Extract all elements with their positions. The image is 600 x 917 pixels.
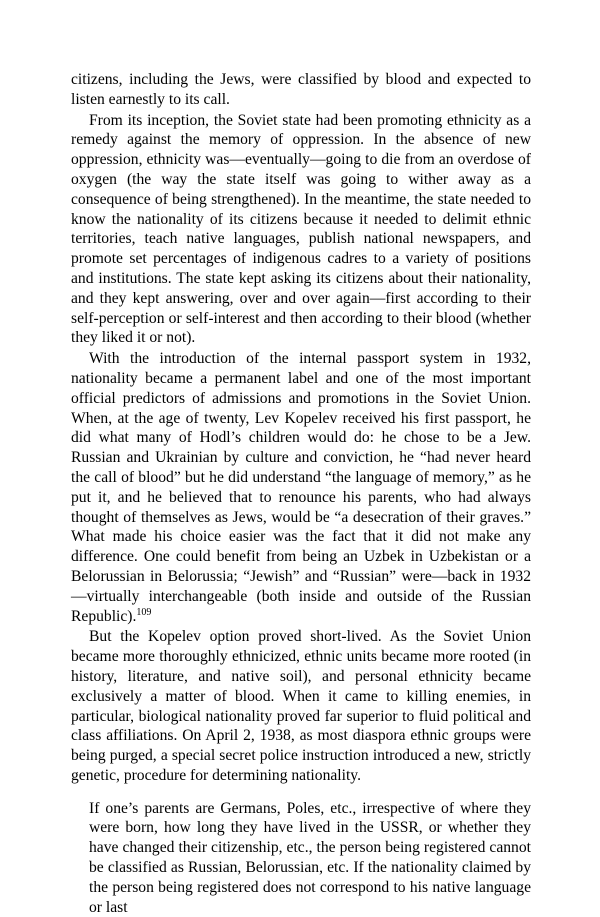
block-quote: If one’s parents are Germans, Poles, etc., irrespective of where they were born, how long they have lived in the USSR, or whether they have changed their citizenship, etc., the person being registered cannot be classified as Russian, Belorussian, etc. If the nationality claimed by the person being registered does not correspond to his native language or last (89, 799, 531, 916)
paragraph-passport-system (71, 349, 531, 626)
paragraph-kopelev-option: But the Kopelev option proved short-lived. As the Soviet Union became more thoroughly ethnicized, ethnic units became more rooted (in history, literature, and native soil), and personal ethnicity became exclusively a matter of blood. When it came to killing enemies, in particular, biological nationality proved far superior to fluid political and class affiliations. On April 2, 1938, as most diaspora ethnic groups were being purged, a special secret police instruction introduced a new, strictly genetic, procedure for determining nationality. (71, 628, 531, 784)
footnote-marker: 109 (136, 606, 152, 618)
paragraph-soviet-ethnicity: From its inception, the Soviet state had been promoting ethnicity as a remedy against the memory of oppression. In the absence of new oppression, ethnicity was—eventually—going to die from an overdose of oxygen (the way the state itself was going to wither away as a consequence of being strengthened). In the meantime, the state needed to know the nationality of its citizens because it needed to delimit ethnic territories, teach native languages, publish national newspapers, and promote set percentages of indigenous cadres to a variety of positions and institutions. The state kept asking its citizens about their nationality, and they kept answering, over and over again—first according to their self-perception or self-interest and then according to their blood (whether they liked it or not). (71, 111, 531, 347)
paragraph-continuation: citizens, including the Jews, were classified by blood and expected to listen earnestly to its call. (71, 71, 531, 108)
paragraph-passport-text: With the introduction of the internal passport system in 1932, nationality became a permanent label and one of the most important official predictors of admissions and promotions in the Soviet Union. When, at the age of twenty, Lev Kopelev received his first passport, he did what many of Hodl’s children would do: he chose to be a Jew. Russian and Ukrainian by culture and conviction, he “had never heard the call of blood” but he did understand “the language of memory,” as he put it, and he believed that to renounce his parents, who had always thought of themselves as Jews, would be “a desecration of their graves.” What made his choice easier was the fact that it did not make any difference. One could benefit from being an Uzbek in Uzbekistan or a Belorussian in Belorussia; “Jewish” and “Russian” were—back in 1932—virtually interchangeable (both inside and outside of the Russian Republic). (71, 350, 531, 625)
document-page (71, 70, 531, 917)
